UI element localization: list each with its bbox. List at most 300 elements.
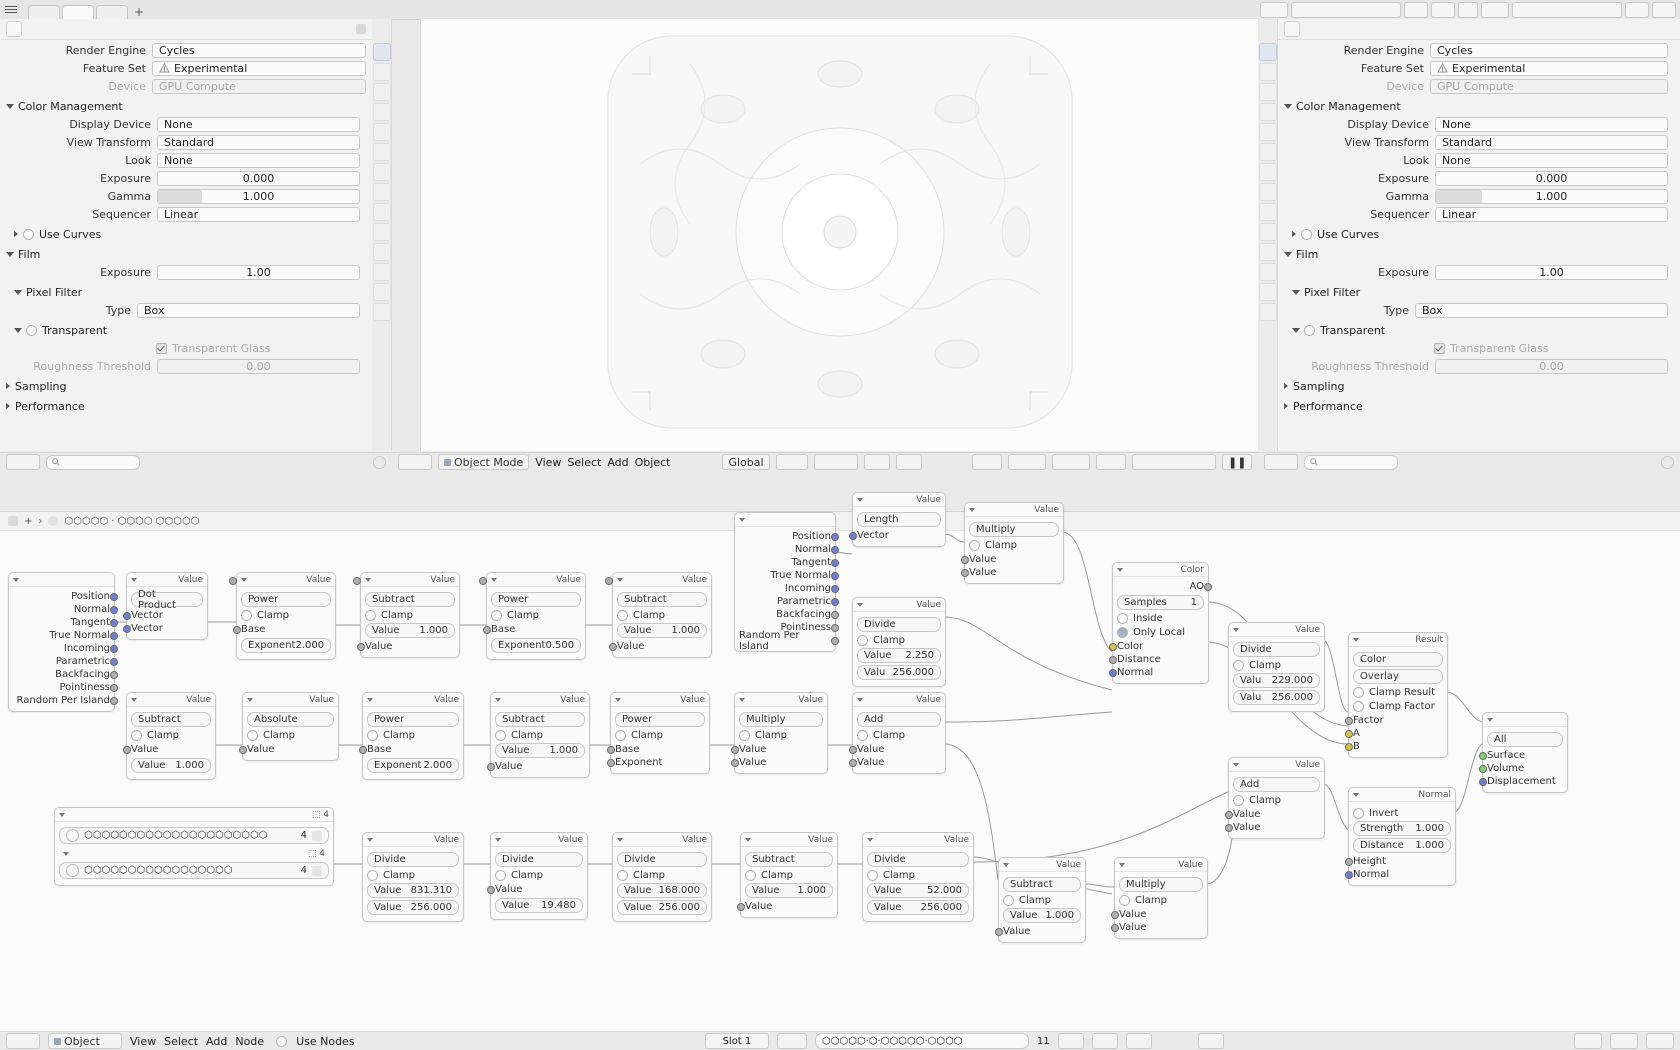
status-icon-3[interactable]: [1646, 1033, 1674, 1049]
chevron-down-icon[interactable]: [131, 578, 137, 582]
value-field-2[interactable]: Value 256.000: [867, 900, 969, 915]
socket[interactable]: [1345, 858, 1353, 866]
socket[interactable]: [831, 598, 839, 606]
exponent-field[interactable]: Exponent 0.500: [491, 638, 581, 653]
tab-scene-right[interactable]: [1259, 103, 1277, 121]
socket[interactable]: [831, 637, 839, 645]
socket[interactable]: [849, 532, 857, 540]
scene-field[interactable]: [1291, 2, 1401, 18]
tab-particles[interactable]: [373, 203, 391, 221]
operation-dropdown[interactable]: Subtract: [365, 592, 455, 607]
node-header[interactable]: Value: [1229, 758, 1324, 772]
node-header[interactable]: Value: [361, 573, 459, 587]
node-menu-add[interactable]: Add: [206, 1034, 228, 1048]
clamp-checkbox-row[interactable]: Clamp: [367, 869, 459, 881]
clamp-checkbox-row[interactable]: Clamp: [739, 729, 823, 741]
clamp-checkbox-row[interactable]: Clamp: [867, 869, 969, 881]
clamp-checkbox[interactable]: [739, 730, 750, 741]
clamp-checkbox[interactable]: [367, 730, 378, 741]
strength-field[interactable]: Strength 1.000: [1353, 821, 1451, 836]
value-field-1[interactable]: Valu 229.000: [1233, 673, 1320, 688]
sequencer-dropdown-right[interactable]: Linear: [1435, 207, 1668, 222]
chevron-down-icon[interactable]: [1353, 638, 1359, 642]
chevron-down-icon[interactable]: [617, 578, 623, 582]
clamp-result-row[interactable]: Clamp Result: [1353, 686, 1443, 698]
socket[interactable]: [487, 886, 495, 894]
render-engine-dropdown-right[interactable]: Cycles: [1430, 43, 1668, 58]
viewlayer-icon-2[interactable]: [1481, 2, 1509, 18]
node-header[interactable]: Color: [1113, 563, 1208, 577]
chevron-down-icon[interactable]: [857, 498, 863, 502]
operation-dropdown[interactable]: Divide: [495, 852, 583, 867]
clamp-checkbox[interactable]: [1119, 895, 1130, 906]
chevron-down-icon[interactable]: [241, 578, 247, 582]
node-header[interactable]: Value: [491, 833, 587, 847]
clamp-checkbox-row[interactable]: Clamp: [367, 729, 459, 741]
operation-dropdown[interactable]: Divide: [617, 852, 707, 867]
operation-dropdown[interactable]: Power: [615, 712, 705, 727]
operation-dropdown[interactable]: Divide: [857, 617, 941, 632]
chevron-down-icon[interactable]: [1119, 863, 1125, 867]
target-dropdown[interactable]: All: [1487, 732, 1563, 747]
node-editor-icon[interactable]: [8, 516, 18, 526]
shader-type-dropdown[interactable]: Object: [48, 1033, 122, 1049]
tab-render[interactable]: [373, 43, 391, 61]
value-field-2[interactable]: Value 256.000: [617, 900, 707, 915]
exposure-slider[interactable]: 0.000: [157, 171, 360, 186]
viewport-menu-view[interactable]: View: [535, 455, 562, 469]
clamp-checkbox-row[interactable]: Clamp: [491, 609, 581, 621]
divide-node-b1[interactable]: [362, 832, 464, 922]
socket[interactable]: [1345, 743, 1353, 751]
transparent-glass-checkbox[interactable]: [156, 343, 167, 354]
transparent-glass-checkbox-right[interactable]: [1434, 343, 1445, 354]
subtract-node-1[interactable]: [360, 572, 460, 658]
node-header[interactable]: Result: [1349, 633, 1447, 647]
editor-type-icon[interactable]: [6, 21, 22, 37]
clamp-checkbox-row[interactable]: Clamp: [615, 729, 705, 741]
socket[interactable]: [1109, 656, 1117, 664]
snap-toggle[interactable]: [776, 454, 808, 470]
pin-icon[interactable]: [356, 24, 366, 34]
editor-type-button-left[interactable]: [6, 454, 40, 470]
clamp-checkbox[interactable]: [615, 730, 626, 741]
node-header[interactable]: Value: [735, 693, 827, 707]
chevron-down-icon[interactable]: [1117, 568, 1123, 572]
properties-search-input[interactable]: [46, 455, 140, 470]
socket[interactable]: [123, 746, 131, 754]
socket[interactable]: [1111, 924, 1119, 932]
image-texture-node[interactable]: [54, 807, 334, 886]
node-header[interactable]: Value: [487, 573, 585, 587]
editor-type-icon-right[interactable]: [1284, 21, 1300, 37]
clamp-checkbox-row[interactable]: Clamp: [745, 869, 833, 881]
clamp-checkbox[interactable]: [367, 870, 378, 881]
chevron-down-icon[interactable]: [1233, 763, 1239, 767]
add-node-icon[interactable]: +: [24, 515, 33, 527]
value-field-2[interactable]: Value 256.000: [367, 900, 459, 915]
add-viewlayer-icon[interactable]: [1625, 2, 1649, 18]
film-section[interactable]: [6, 246, 368, 262]
operation-dropdown[interactable]: Power: [241, 592, 331, 607]
chevron-down-icon[interactable]: [857, 698, 863, 702]
exposure-slider-right[interactable]: 0.000: [1435, 171, 1668, 186]
clamp-checkbox[interactable]: [1233, 660, 1244, 671]
material-output-node[interactable]: [1482, 712, 1568, 793]
workspace-tab-2[interactable]: [62, 5, 94, 19]
viewport-menu-select[interactable]: Select: [567, 455, 602, 469]
node-header[interactable]: Value: [1229, 623, 1324, 637]
sampling-section-right[interactable]: [1284, 378, 1676, 394]
operation-dropdown[interactable]: Divide: [867, 852, 969, 867]
operation-dropdown[interactable]: Divide: [367, 852, 459, 867]
look-dropdown-right[interactable]: None: [1435, 153, 1668, 168]
chevron-down-icon[interactable]: [365, 578, 371, 582]
material-datablock-field[interactable]: ⬡⬡⬡⬡⬡·⬡·⬡⬡⬡⬡⬡·⬡⬡⬡⬡: [815, 1033, 1029, 1049]
properties-search-input-right[interactable]: [1304, 455, 1398, 470]
socket[interactable]: [229, 577, 237, 585]
chevron-down-icon[interactable]: [1233, 628, 1239, 632]
socket[interactable]: [831, 572, 839, 580]
subtract-node-3[interactable]: [126, 692, 216, 780]
clamp-checkbox[interactable]: [247, 730, 258, 741]
clamp-checkbox[interactable]: [969, 540, 980, 551]
mix-rgb-node[interactable]: [1348, 632, 1448, 758]
clamp-checkbox-row[interactable]: Clamp: [857, 634, 941, 646]
shading-mode-buttons[interactable]: [1132, 454, 1216, 470]
socket[interactable]: [1204, 583, 1212, 591]
tab-collection[interactable]: [373, 143, 391, 161]
chevron-down-icon[interactable]: [59, 813, 65, 817]
multiply-node-mid[interactable]: [734, 692, 828, 774]
blend-mode-dropdown[interactable]: Overlay: [1353, 669, 1443, 684]
gamma-slider[interactable]: 1.000: [157, 189, 360, 204]
socket[interactable]: [831, 611, 839, 619]
use-curves-section[interactable]: [14, 226, 368, 242]
power-node-3[interactable]: [362, 692, 464, 780]
workspace-tab-1[interactable]: [28, 5, 60, 19]
socket[interactable]: [110, 645, 118, 653]
socket[interactable]: [353, 577, 361, 585]
chevron-down-icon[interactable]: [745, 838, 751, 842]
clamp-checkbox[interactable]: [1003, 895, 1014, 906]
socket[interactable]: [1345, 871, 1353, 879]
socket[interactable]: [110, 658, 118, 666]
value-field-1[interactable]: Value 831.310: [367, 883, 459, 898]
node-header[interactable]: ⬚ 4: [55, 808, 333, 822]
clamp-checkbox-row[interactable]: Clamp: [1233, 794, 1320, 806]
node-menu-node[interactable]: Node: [235, 1034, 265, 1048]
film-section-right[interactable]: [1284, 246, 1676, 262]
tab-view-layer-right[interactable]: [1259, 83, 1277, 101]
node-header[interactable]: [9, 573, 114, 587]
chevron-down-icon[interactable]: [1487, 718, 1493, 722]
tab-output[interactable]: [373, 63, 391, 81]
divide-node-b2[interactable]: [490, 832, 588, 920]
node-header[interactable]: Value: [965, 503, 1063, 517]
socket[interactable]: [961, 569, 969, 577]
socket[interactable]: [1225, 811, 1233, 819]
socket[interactable]: [1479, 752, 1487, 760]
tab-particles-right[interactable]: [1259, 203, 1277, 221]
viewport-editor-type-button[interactable]: [398, 454, 432, 470]
socket[interactable]: [831, 533, 839, 541]
chevron-down-icon[interactable]: [247, 698, 253, 702]
operation-dropdown[interactable]: Power: [367, 712, 459, 727]
socket[interactable]: [849, 746, 857, 754]
socket[interactable]: [1479, 765, 1487, 773]
socket[interactable]: [110, 593, 118, 601]
clamp-factor-row[interactable]: Clamp Factor: [1353, 700, 1443, 712]
tab-physics[interactable]: [373, 223, 391, 241]
transparent-checkbox[interactable]: [26, 325, 37, 336]
socket[interactable]: [849, 759, 857, 767]
clamp-checkbox[interactable]: [1233, 795, 1244, 806]
shader-node-editor[interactable]: [0, 494, 1680, 1032]
shield-icon[interactable]: [312, 866, 322, 876]
socket[interactable]: [607, 746, 615, 754]
socket[interactable]: [110, 632, 118, 640]
clamp-checkbox-row[interactable]: Clamp: [241, 609, 331, 621]
clamp-checkbox[interactable]: [617, 870, 628, 881]
sequencer-dropdown[interactable]: Linear: [157, 207, 360, 222]
pixel-filter-section-right[interactable]: [1292, 284, 1676, 300]
clamp-result-checkbox[interactable]: [1353, 687, 1364, 698]
operation-dropdown[interactable]: Subtract: [495, 712, 585, 727]
sampling-section[interactable]: [6, 378, 368, 394]
node-header[interactable]: Value: [853, 493, 945, 507]
pixel-filter-section[interactable]: [14, 284, 368, 300]
operation-dropdown[interactable]: Multiply: [1119, 877, 1203, 892]
pixel-filter-type-dropdown-right[interactable]: Box: [1415, 303, 1668, 318]
tab-render-right[interactable]: [1259, 43, 1277, 61]
dot-product-node[interactable]: [126, 572, 208, 640]
power-node-2[interactable]: [486, 572, 586, 660]
status-icon-1[interactable]: [1574, 1033, 1602, 1049]
chevron-down-icon[interactable]: [367, 838, 373, 842]
node-header[interactable]: Value: [363, 693, 463, 707]
inside-checkbox-row[interactable]: Inside: [1117, 612, 1204, 624]
tab-object-right[interactable]: [1259, 163, 1277, 181]
tab-material[interactable]: [373, 283, 391, 301]
clamp-checkbox-row[interactable]: Clamp: [857, 729, 941, 741]
socket[interactable]: [110, 606, 118, 614]
tab-texture[interactable]: [373, 303, 391, 321]
bump-node[interactable]: [1348, 787, 1456, 886]
view-transform-dropdown[interactable]: Standard: [157, 135, 360, 150]
clamp-checkbox-row[interactable]: Clamp: [247, 729, 334, 741]
data-type-dropdown[interactable]: Color: [1353, 652, 1443, 667]
node-header[interactable]: Value: [611, 693, 709, 707]
socket[interactable]: [359, 746, 367, 754]
multiply-node-top[interactable]: [964, 502, 1064, 584]
clamp-checkbox[interactable]: [867, 870, 878, 881]
viewport-menu-add[interactable]: Add: [607, 455, 629, 469]
socket[interactable]: [110, 671, 118, 679]
socket[interactable]: [831, 559, 839, 567]
absolute-node[interactable]: [242, 692, 339, 761]
operation-dropdown[interactable]: Dot Product: [131, 592, 203, 607]
distance-field[interactable]: Distance 1.000: [1353, 838, 1451, 853]
use-nodes-toggle[interactable]: Use Nodes: [276, 1035, 355, 1048]
operation-dropdown[interactable]: Subtract: [1003, 877, 1081, 892]
tab-world-right[interactable]: [1259, 123, 1277, 141]
clamp-checkbox-row[interactable]: Clamp: [495, 729, 585, 741]
only-local-checkbox-row[interactable]: Only Local: [1117, 626, 1204, 638]
chevron-down-icon[interactable]: [617, 838, 623, 842]
invert-checkbox-row[interactable]: Invert: [1353, 807, 1451, 819]
new-scene-icon[interactable]: [1404, 2, 1428, 18]
tab-texture-right[interactable]: [1259, 303, 1277, 321]
clamp-checkbox[interactable]: [365, 610, 376, 621]
display-device-dropdown[interactable]: None: [157, 117, 360, 132]
viewlayer-field[interactable]: [1512, 2, 1622, 18]
socket[interactable]: [1479, 778, 1487, 786]
subtract-node-4[interactable]: [490, 692, 590, 778]
node-editor-type-button[interactable]: [6, 1033, 40, 1049]
socket[interactable]: [110, 697, 118, 705]
clamp-checkbox[interactable]: [491, 610, 502, 621]
clamp-checkbox[interactable]: [131, 730, 142, 741]
socket[interactable]: [831, 585, 839, 593]
value-field-1[interactable]: Value 1.000: [365, 623, 455, 638]
chevron-down-icon[interactable]: [495, 698, 501, 702]
node-header[interactable]: Value: [243, 693, 338, 707]
node-header[interactable]: Value: [1115, 858, 1207, 872]
socket[interactable]: [609, 643, 617, 651]
viewport-menu-object[interactable]: Object: [634, 455, 671, 469]
value-field-1[interactable]: Value 1.000: [617, 623, 707, 638]
hamburger-icon[interactable]: [0, 1, 22, 19]
clamp-checkbox[interactable]: [495, 730, 506, 741]
color-management-section-right[interactable]: [1284, 98, 1676, 114]
unlink-scene-icon[interactable]: [1431, 2, 1455, 18]
inside-checkbox[interactable]: [1117, 613, 1128, 624]
operation-dropdown[interactable]: Multiply: [739, 712, 823, 727]
snap-node-icon[interactable]: [1198, 1033, 1224, 1049]
clamp-checkbox-row[interactable]: Clamp: [131, 729, 211, 741]
clamp-checkbox-row[interactable]: Clamp: [495, 869, 583, 881]
socket[interactable]: [831, 624, 839, 632]
chevron-down-icon[interactable]: [131, 698, 137, 702]
new-material-icon[interactable]: [1092, 1033, 1118, 1049]
socket[interactable]: [487, 763, 495, 771]
feature-set-dropdown[interactable]: [152, 61, 366, 76]
add-workspace-button[interactable]: +: [134, 5, 145, 19]
value-field-1[interactable]: Value 1.000: [495, 743, 585, 758]
only-local-checkbox[interactable]: [1117, 627, 1128, 638]
transform-orientation-dropdown[interactable]: Global: [722, 454, 769, 470]
node-header[interactable]: Value: [491, 693, 589, 707]
socket[interactable]: [1345, 717, 1353, 725]
operation-dropdown[interactable]: Power: [491, 592, 581, 607]
editor-type-button-right[interactable]: [1264, 454, 1298, 470]
chevron-down-icon[interactable]: [615, 698, 621, 702]
socket[interactable]: [483, 626, 491, 634]
socket[interactable]: [731, 759, 739, 767]
shield-icon[interactable]: [312, 831, 322, 841]
node-header[interactable]: Value: [863, 833, 973, 847]
pause-render-button[interactable]: ❚❚: [1222, 454, 1252, 470]
operation-dropdown[interactable]: Divide: [1233, 642, 1320, 657]
clamp-checkbox[interactable]: [857, 635, 868, 646]
power-node-4[interactable]: [610, 692, 710, 774]
clamp-checkbox[interactable]: [745, 870, 756, 881]
gizmo-toggle[interactable]: [1008, 454, 1046, 470]
value-field-2[interactable]: Value 1.000: [131, 758, 211, 773]
performance-section-right[interactable]: [1284, 398, 1676, 414]
socket[interactable]: [233, 626, 241, 634]
use-curves-section-right[interactable]: [1292, 226, 1676, 242]
multiply-node-b7[interactable]: [1114, 857, 1208, 939]
tab-physics-right[interactable]: [1259, 223, 1277, 241]
node-header[interactable]: Value: [613, 573, 711, 587]
use-nodes-checkbox[interactable]: [276, 1036, 287, 1047]
clamp-factor-checkbox[interactable]: [1353, 701, 1364, 712]
tab-data-right[interactable]: [1259, 263, 1277, 281]
clamp-checkbox-row[interactable]: Clamp: [617, 609, 707, 621]
tab-output-right[interactable]: [1259, 63, 1277, 81]
node-menu-view[interactable]: View: [130, 1034, 157, 1048]
socket[interactable]: [110, 684, 118, 692]
view-transform-dropdown-right[interactable]: Standard: [1435, 135, 1668, 150]
tab-data[interactable]: [373, 263, 391, 281]
exponent-field[interactable]: Exponent 2.000: [241, 638, 331, 653]
image-datablock-2[interactable]: ⬡⬡⬡⬡⬡⬡⬡⬡⬡⬡⬡⬡⬡⬡⬡⬡⬡ 4: [59, 862, 329, 879]
snap-target-dropdown[interactable]: [864, 454, 890, 470]
material-slot-dropdown[interactable]: Slot 1: [705, 1033, 769, 1049]
clamp-checkbox-row[interactable]: Clamp: [969, 539, 1059, 551]
invert-checkbox[interactable]: [1353, 808, 1364, 819]
operation-dropdown[interactable]: Subtract: [131, 712, 211, 727]
chevron-down-icon[interactable]: [13, 578, 19, 582]
display-device-dropdown-right[interactable]: None: [1435, 117, 1668, 132]
tab-material-right[interactable]: [1259, 283, 1277, 301]
samples-field[interactable]: Samples 1: [1117, 595, 1204, 610]
clamp-checkbox[interactable]: [495, 870, 506, 881]
tab-world[interactable]: [373, 123, 391, 141]
pixel-filter-type-dropdown[interactable]: Box: [137, 303, 360, 318]
clamp-checkbox[interactable]: [617, 610, 628, 621]
value-field-1[interactable]: Value 52.000: [867, 883, 969, 898]
tab-view-layer[interactable]: [373, 83, 391, 101]
clamp-checkbox-row[interactable]: Clamp: [617, 869, 707, 881]
node-menu-select[interactable]: Select: [164, 1034, 199, 1048]
tab-collection-right[interactable]: [1259, 143, 1277, 161]
render-engine-dropdown[interactable]: Cycles: [152, 43, 366, 58]
status-icon-2[interactable]: [1610, 1033, 1638, 1049]
operation-dropdown[interactable]: Multiply: [969, 522, 1059, 537]
chevron-down-icon[interactable]: [1353, 793, 1359, 797]
chevron-down-icon[interactable]: [739, 698, 745, 702]
scene-icon[interactable]: [1260, 2, 1288, 18]
socket[interactable]: [1225, 824, 1233, 832]
geometry-node-left[interactable]: [8, 572, 115, 712]
operation-dropdown[interactable]: Length: [857, 512, 941, 527]
performance-section[interactable]: [6, 398, 368, 414]
socket[interactable]: [1345, 730, 1353, 738]
divide-node-top[interactable]: [852, 597, 946, 687]
add-node-mid[interactable]: [852, 692, 946, 774]
chevron-down-icon[interactable]: [857, 603, 863, 607]
tab-constraints[interactable]: [373, 243, 391, 261]
proportional-edit-toggle[interactable]: [814, 454, 858, 470]
tab-scene[interactable]: [373, 103, 391, 121]
value-field-2[interactable]: Valu 256.000: [1233, 690, 1320, 705]
subtract-node-2[interactable]: [612, 572, 712, 658]
node-header[interactable]: Value: [127, 693, 215, 707]
node-header[interactable]: Value: [853, 598, 945, 612]
